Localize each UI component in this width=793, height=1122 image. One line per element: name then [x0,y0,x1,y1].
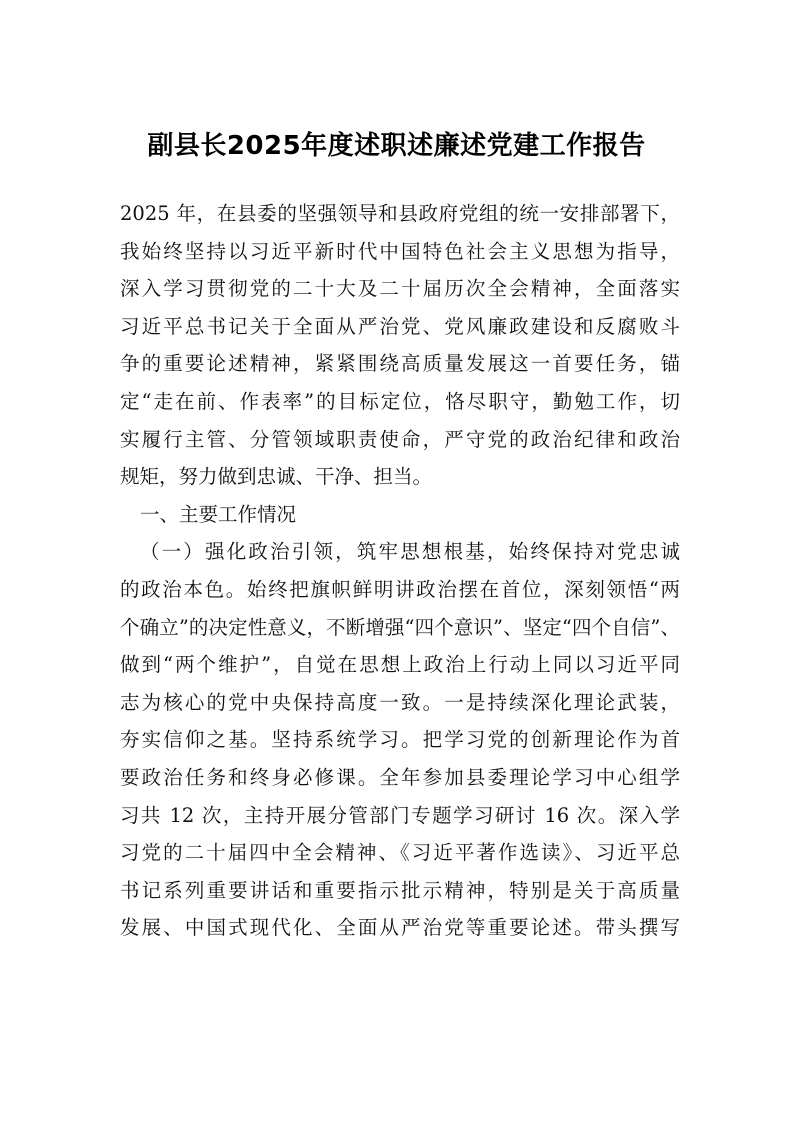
paragraph-line: 规矩，努力做到忠诚、干净、担当。 [120,465,433,489]
paragraph-line: 定“走在前、作表率”的目标定位，恪尽职守，勤勉工作，切 [120,389,680,413]
paragraph-line: 习共 12 次，主持开展分管部门专题学习研讨 16 次。深入学 [120,803,680,827]
paragraph-line: 2025 年，在县委的坚强领导和县政府党组的统一安排部署下， [120,202,680,225]
paragraph-line: 夯实信仰之基。坚持系统学习。把学习党的创新理论作为首 [120,728,680,752]
paragraph-line: 的政治本色。始终把旗帜鲜明讲政治摆在首位，深刻领悟“两 [120,577,680,601]
paragraph-line: 实履行主管、分管领域职责使命，严守党的政治纪律和政治 [120,427,680,451]
paragraph-line: 要政治任务和终身必修课。全年参加县委理论学习中心组学 [120,765,680,789]
paragraph-line: 发展、中国式现代化、全面从严治党等重要论述。带头撰写 [120,916,680,940]
paragraph-line: 深入学习贯彻党的二十大及二十届历次全会精神，全面落实 [120,277,680,301]
document-body [120,195,680,947]
paragraph-line: （一）强化政治引领，筑牢思想根基，始终保持对党忠诚 [140,540,680,564]
document-title: 副县长2025年度述职述廉述党建工作报告 [147,131,646,161]
paragraph-line: 志为核心的党中央保持高度一致。一是持续深化理论武装， [120,690,680,714]
paragraph-line: 争的重要论述精神，紧紧围绕高质量发展这一首要任务，锚 [120,352,680,376]
section-heading: 一、主要工作情况 [140,502,297,526]
paragraph-line: 做到“两个维护”，自觉在思想上政治上行动上同以习近平同 [120,653,680,677]
paragraph-line: 书记系列重要讲话和重要指示批示精神，特别是关于高质量 [120,878,680,902]
paragraph-line: 习近平总书记关于全面从严治党、党风廉政建设和反腐败斗 [120,314,680,338]
paragraph-line: 我始终坚持以习近平新时代中国特色社会主义思想为指导， [120,239,680,263]
paragraph-line: 习党的二十届四中全会精神、《习近平著作选读》、习近平总 [120,841,680,865]
paragraph-line: 个确立”的决定性意义，不断增强“四个意识”、坚定“四个自信”、 [120,615,680,639]
